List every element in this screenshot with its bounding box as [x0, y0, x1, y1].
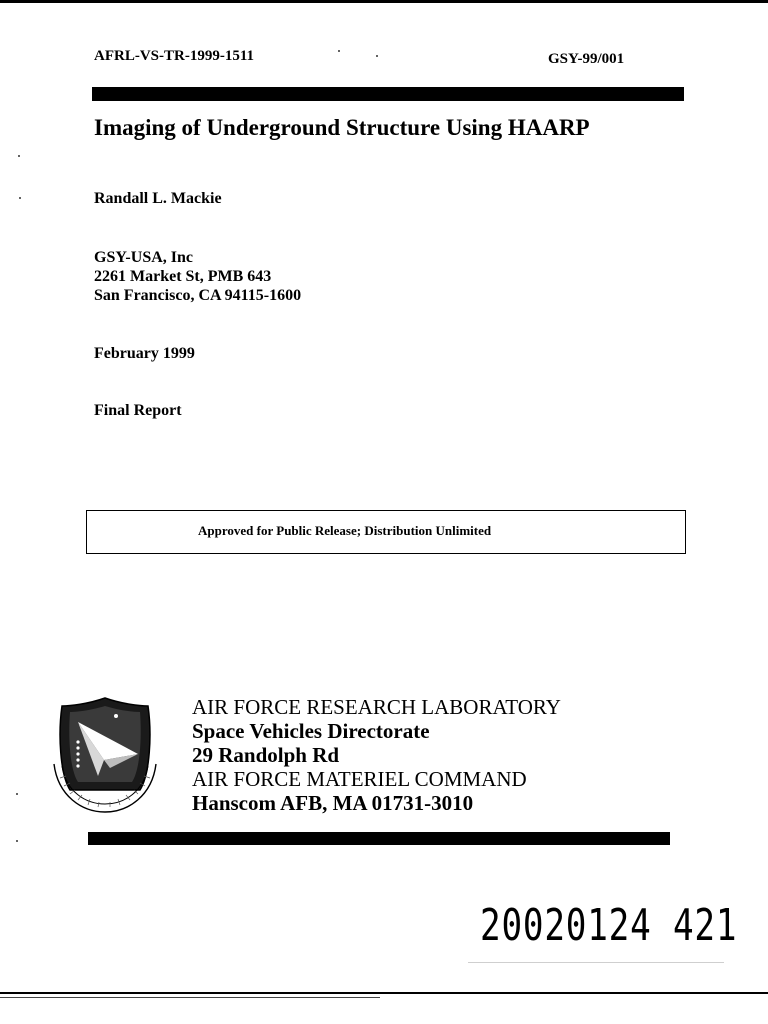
stamp-underline [468, 962, 724, 963]
organization-block [192, 695, 561, 815]
afrl-seal-icon [48, 694, 162, 818]
scan-speck [376, 55, 378, 57]
organization-location: Hanscom AFB, MA 01731-3010 [192, 791, 474, 815]
report-title: Imaging of Underground Structure Using HAARP [94, 115, 590, 140]
report-date: February 1999 [94, 345, 195, 362]
stamp-number: 20020124 421 [480, 900, 738, 951]
organization-street: 29 Randolph Rd [192, 743, 340, 767]
directorate-name: Space Vehicles Directorate [192, 719, 430, 743]
contractor-address [94, 248, 301, 305]
organization-name: AIR FORCE RESEARCH LABORATORY [192, 695, 561, 719]
scan-speck [16, 793, 18, 795]
document-code: GSY-99/001 [548, 51, 625, 67]
bottom-rule-thin [0, 997, 380, 998]
scan-speck [18, 155, 20, 157]
scan-speck [19, 197, 21, 199]
report-number: AFRL-VS-TR-1999-1511 [94, 48, 254, 64]
header-bar [92, 87, 684, 101]
bottom-rule [0, 992, 768, 994]
company-name: GSY-USA, Inc [94, 249, 193, 266]
footer-bar [88, 832, 670, 845]
author-name: Randall L. Mackie [94, 190, 222, 207]
release-statement: Approved for Public Release; Distribution Unlimited [198, 523, 492, 538]
street-address: 2261 Market St, PMB 643 [94, 268, 272, 285]
top-rule [0, 0, 768, 3]
city-state-zip: San Francisco, CA 94115-1600 [94, 287, 302, 304]
scan-speck [338, 50, 340, 52]
command-name: AIR FORCE MATERIEL COMMAND [192, 767, 527, 791]
report-type: Final Report [94, 402, 182, 419]
scan-speck [16, 840, 18, 842]
